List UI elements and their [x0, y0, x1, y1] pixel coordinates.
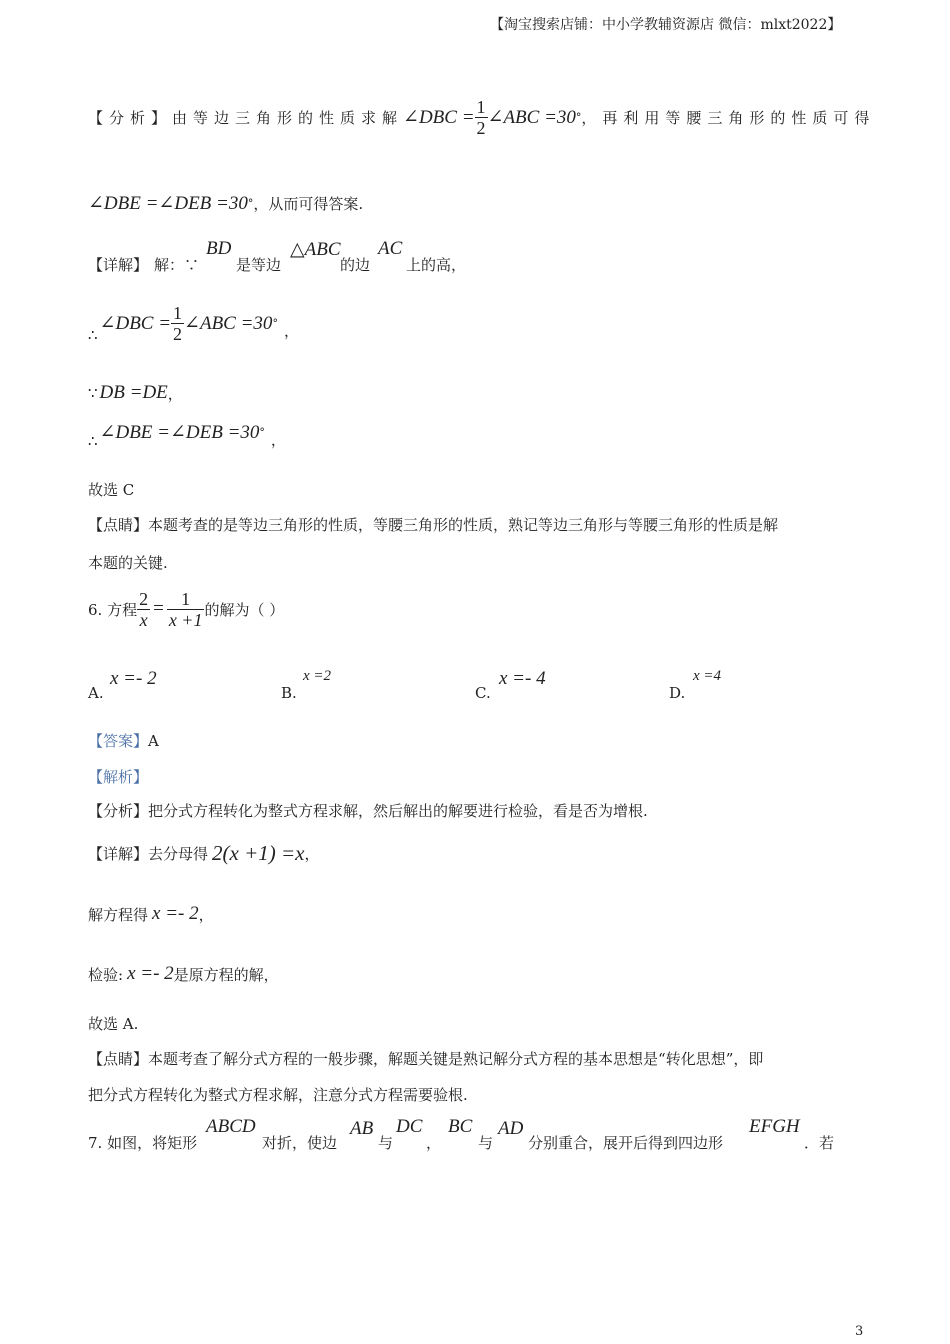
- comma: ，: [283, 321, 299, 340]
- because-symbol: ∵: [88, 384, 98, 402]
- option-letter: B.: [281, 684, 297, 702]
- q5-step3: [88, 414, 286, 450]
- degree-symbol: °: [575, 110, 582, 124]
- q5-step1-b: ∠ABC =30: [184, 312, 273, 334]
- q6-detail: [88, 838, 320, 868]
- q7-math-ab: AB: [350, 1118, 374, 1139]
- q6-solve: [88, 900, 214, 928]
- q6-point-line2: 把分式方程转化为整式方程求解，注意分式方程需要验根.: [88, 1086, 468, 1104]
- q7-stem: [88, 1114, 868, 1154]
- q5-math-bd: BD: [206, 238, 232, 259]
- option-value: x =2: [303, 668, 332, 684]
- q5-step1-fraction: [171, 303, 184, 344]
- therefore-symbol: ∴: [88, 326, 98, 344]
- q5-step1: [88, 298, 299, 348]
- q6-detail-math: 2(x +1) =x: [212, 840, 305, 865]
- q5-analysis-text1: 由等边三角形的性质求解: [172, 108, 404, 127]
- q6-solve-math: x =- 2: [152, 903, 199, 924]
- q5-detail-text2: 是等边: [236, 256, 282, 274]
- q7-math-bc: BC: [448, 1116, 473, 1137]
- q6-point-line1: [88, 1048, 763, 1069]
- q5-point-label: 【点睛】: [88, 516, 149, 534]
- q5-point-line1: [88, 514, 778, 535]
- q5-analysis-text2: ，再利用等腰三角形的性质可得: [581, 108, 876, 127]
- q5-step3-math: ∠DBE =∠DEB =30: [99, 421, 260, 443]
- q6-detail-tail: ，: [304, 844, 320, 863]
- q7-math-ad: AD: [498, 1118, 524, 1139]
- page-number: 3: [855, 1324, 864, 1339]
- q6-check-math: x =- 2: [127, 963, 174, 984]
- q5-analysis-text3: ，从而可得答案.: [253, 194, 364, 213]
- q5-detail-label: 【详解】: [88, 256, 149, 274]
- q6-analysis: [88, 800, 648, 821]
- q7-t2: 与: [378, 1134, 394, 1152]
- q5-point-line2: 本题的关键.: [88, 554, 168, 572]
- q7-t5: 分别重合，展开后得到四边形: [528, 1134, 724, 1152]
- q6-jiexi-label: 【解析】: [88, 768, 149, 786]
- q6-fraction-right: [167, 589, 205, 630]
- q5-step1-a: ∠DBC =: [99, 312, 172, 334]
- option-letter: A.: [88, 684, 104, 702]
- fraction-denominator: x: [139, 609, 148, 630]
- q6-analysis-text: 把分式方程转化为整式方程求解，然后解出的解要进行检验，看是否为增根.: [148, 802, 648, 820]
- q6-analysis-label: 【分析】: [88, 802, 149, 820]
- q5-math-ac: AC: [378, 238, 403, 259]
- q5-step2-math: DB =DE: [99, 382, 168, 403]
- degree-symbol: °: [247, 196, 254, 210]
- option-value: x =- 2: [110, 668, 157, 689]
- degree-symbol: °: [272, 316, 278, 330]
- q5-detail-text3: 的边: [340, 256, 371, 274]
- q5-half-fraction: [475, 97, 488, 138]
- q6-check: [88, 960, 279, 988]
- option-value: x =- 4: [499, 668, 546, 689]
- q6-detail-label: 【详解】: [88, 844, 149, 863]
- q5-step2: [88, 380, 183, 406]
- q5-math-triangle: △ABC: [290, 239, 341, 260]
- q5-analysis-math2: ∠DBE =∠DEB =30: [88, 192, 248, 214]
- header-text: 【淘宝搜索店铺：中小学教辅资源店 微信：mlxt2022】: [490, 17, 842, 33]
- q5-choice: 故选 C: [88, 481, 135, 499]
- q5-point-text1: 本题考查的是等边三角形的性质，等腰三角形的性质，熟记等边三角形与等腰三角形的性质是解: [148, 516, 779, 534]
- option-letter: D.: [669, 684, 686, 702]
- q6-detail-text: 去分母得: [148, 844, 209, 863]
- therefore-symbol: ∴: [88, 432, 98, 450]
- q6-solve-tail: ，: [198, 905, 214, 924]
- degree-symbol: °: [259, 425, 265, 439]
- q7-t4: 与: [478, 1134, 494, 1152]
- q6-answer-value: A: [148, 732, 159, 750]
- q5-analysis-label: 【分析】: [88, 108, 173, 127]
- q6-answer-label: 【答案】: [88, 732, 149, 750]
- q7-math-abcd: ABCD: [206, 1116, 256, 1137]
- q7-t3: ，: [426, 1134, 442, 1152]
- q6-fraction-left: [137, 589, 150, 630]
- q5-analysis-math1: ∠DBC =: [403, 106, 475, 128]
- q6-point-text1: 本题考查了解分式方程的一般步骤，解题关键是熟记解分式方程的基本思想是“转化思想”，即: [148, 1050, 764, 1068]
- fraction-numerator: 1: [173, 302, 183, 323]
- comma: ，: [270, 430, 286, 449]
- fraction-numerator: 1: [476, 96, 486, 117]
- fraction-denominator: x +1: [168, 609, 203, 630]
- q6-stem-prefix: 6. 方程: [88, 600, 138, 619]
- q7-t6: ．若: [804, 1134, 835, 1152]
- fraction-denominator: 2: [476, 117, 486, 138]
- q5-analysis-math1b: ∠ABC =30: [487, 106, 576, 128]
- q6-choice: 故选 A.: [88, 1015, 139, 1033]
- equals-sign: =: [153, 598, 164, 619]
- q7-math-efgh: EFGH: [749, 1116, 800, 1137]
- fraction-denominator: 2: [173, 323, 183, 344]
- option-letter: C.: [475, 684, 491, 702]
- q6-solve-text: 解方程得: [88, 905, 149, 924]
- q5-analysis-line2: [88, 190, 363, 216]
- q5-detail-text4: 上的高，: [406, 256, 467, 274]
- q5-step2-tail: ，: [167, 384, 183, 403]
- q7-math-dc: DC: [396, 1116, 423, 1137]
- q6-stem-suffix: 的解为（ ）: [204, 600, 285, 619]
- q6-stem: [88, 584, 284, 634]
- q5-analysis-line1: [88, 92, 875, 142]
- fraction-numerator: 1: [167, 589, 205, 610]
- q6-check-text: 检验:: [88, 965, 124, 984]
- fraction-numerator: 2: [139, 588, 149, 609]
- option-value: x =4: [693, 668, 722, 684]
- q6-answer: [88, 730, 159, 751]
- q7-t1: 对折，使边: [262, 1134, 338, 1152]
- q6-point-label: 【点睛】: [88, 1050, 149, 1068]
- q6-options: [88, 668, 848, 704]
- q6-check-tail: 是原方程的解，: [173, 965, 279, 984]
- q5-detail-text1: 解：∵: [154, 256, 200, 274]
- q7-prefix: 7. 如图，将矩形: [88, 1134, 198, 1152]
